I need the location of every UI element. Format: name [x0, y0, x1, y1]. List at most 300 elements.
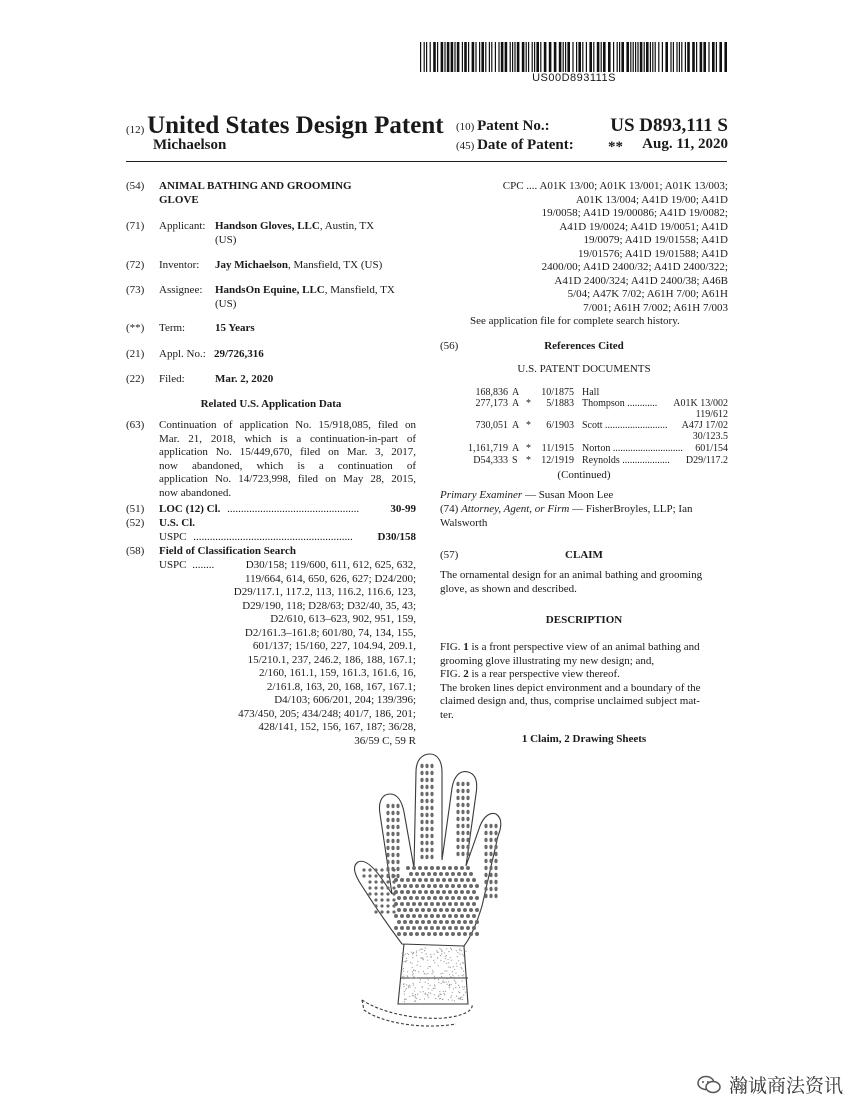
code-58: (58): [126, 545, 145, 557]
cuff-stipple: [459, 998, 460, 999]
cuff-stipple: [420, 948, 421, 949]
cuff-stipple: [415, 970, 416, 971]
glove-nub: [454, 914, 458, 918]
glove-nub: [427, 884, 431, 888]
glove-nub: [386, 839, 389, 843]
cuff-stipple: [406, 960, 407, 961]
cuff-stipple: [411, 952, 412, 953]
search-history-note: See application file for complete search history.: [470, 315, 680, 327]
cuff-stipple: [438, 995, 439, 996]
barcode-bar: [510, 42, 511, 72]
cuff-stipple: [431, 956, 432, 957]
glove-nub: [380, 892, 383, 895]
barcode-bar: [426, 42, 427, 72]
glove-nub: [461, 803, 464, 807]
cuff-stipple: [459, 992, 460, 993]
ref-number: 1,161,719: [468, 443, 508, 454]
cuff-stipple: [425, 982, 426, 983]
cuff-stipple: [412, 983, 413, 984]
term-value: 15 Years: [215, 322, 255, 334]
barcode-bar: [472, 42, 475, 72]
glove-nub: [425, 813, 428, 817]
glove-nub: [439, 920, 443, 924]
glove-nub: [396, 860, 399, 864]
cuff-stipple: [423, 958, 424, 959]
barcode-bar: [619, 42, 620, 72]
glove-nub: [427, 932, 431, 936]
cuff-stipple: [437, 951, 438, 952]
barcode-bar: [687, 42, 690, 72]
glove-nub: [403, 896, 407, 900]
glove-nub: [430, 799, 433, 803]
continuation-line: now abandoned, which is a continuation of: [159, 459, 416, 472]
glove-nub: [420, 771, 423, 775]
glove-nub: [430, 820, 433, 824]
code-73: (73): [126, 284, 145, 296]
cuff-stipple: [402, 969, 403, 970]
ref-name: Scott .........................: [582, 420, 668, 431]
glove-nub: [392, 886, 395, 889]
barcode-bar: [437, 42, 438, 72]
cuff-stipple: [456, 963, 457, 964]
glove-nub: [442, 926, 446, 930]
cuff-stipple: [464, 986, 465, 987]
cpc-line: A41D 19/0024; A41D 19/0051; A41D: [559, 220, 728, 233]
barcode-bar: [501, 42, 504, 72]
attorney: [440, 503, 728, 530]
glove-nub: [463, 884, 467, 888]
glove-nub: [469, 920, 473, 924]
barcode-bar: [549, 42, 552, 72]
glove-nub: [425, 820, 428, 824]
ref-class: D29/117.2: [685, 455, 728, 466]
glove-nub: [461, 810, 464, 814]
cpc-block: [448, 180, 728, 315]
glove-nub: [386, 825, 389, 829]
barcode: [420, 42, 728, 72]
cuff-stipple: [434, 978, 435, 979]
glove-nub: [456, 852, 459, 856]
glove-nub: [484, 852, 487, 856]
code-12: (12): [126, 124, 145, 136]
cuff-stipple: [409, 996, 410, 997]
glove-nub: [475, 908, 479, 912]
cuff-stipple: [438, 965, 439, 966]
us-cl-value: D30/158: [360, 531, 416, 545]
barcode-bar: [665, 42, 668, 72]
cuff-stipple: [427, 973, 428, 974]
glove-nub: [460, 914, 464, 918]
cuff-stipple: [444, 994, 445, 995]
ref-kind: A: [512, 398, 520, 409]
glove-nub: [386, 904, 389, 907]
cuff-stipple: [446, 970, 447, 971]
glove-nub: [466, 878, 470, 882]
cuff-stipple: [448, 966, 449, 967]
glove-nub: [386, 892, 389, 895]
barcode-number: US00D893111S: [532, 72, 616, 84]
barcode-bar: [430, 42, 431, 72]
cuff-stipple: [436, 950, 437, 951]
glove-nub: [374, 904, 377, 907]
glove-nub: [420, 827, 423, 831]
cuff-stipple: [404, 994, 405, 995]
glove-nub: [362, 874, 365, 877]
cuff-stipple: [417, 961, 418, 962]
glove-nub: [420, 785, 423, 789]
cuff-stipple: [443, 993, 444, 994]
glove-nub: [469, 884, 473, 888]
cuff-stipple: [446, 978, 447, 979]
glove-nub: [456, 824, 459, 828]
cuff-stipple: [404, 999, 405, 1000]
ref-star: *: [526, 443, 531, 454]
cuff-stipple: [428, 997, 429, 998]
glove-nub: [457, 932, 461, 936]
classification-line: 473/450, 205; 434/248; 401/7, 186, 201;: [238, 707, 416, 720]
glove-nub: [396, 818, 399, 822]
cuff-stipple: [430, 993, 431, 994]
cuff-stipple: [429, 985, 430, 986]
reference-row: [462, 443, 728, 455]
cuff-stipple: [445, 956, 446, 957]
glove-nub: [456, 803, 459, 807]
applicant-location: , Austin, TX: [319, 220, 375, 232]
glove-nub: [442, 890, 446, 894]
ref-date: 10/1875: [541, 387, 574, 398]
related-data-heading: Related U.S. Application Data: [200, 398, 342, 410]
glove-nub: [400, 914, 404, 918]
barcode-bar: [617, 42, 618, 72]
glove-nub: [386, 886, 389, 889]
patent-type-header: [126, 112, 446, 140]
cuff-stipple: [439, 948, 440, 949]
glove-nub: [448, 866, 452, 870]
glove-nub: [451, 884, 455, 888]
glove-nub: [392, 892, 395, 895]
cuff-stipple: [445, 958, 446, 959]
glove-nub: [418, 890, 422, 894]
cuff-stipple: [412, 971, 413, 972]
glove-nub: [412, 866, 416, 870]
glove-nub: [392, 868, 395, 871]
glove-nub: [368, 886, 371, 889]
glove-nub: [451, 920, 455, 924]
glove-nub: [403, 920, 407, 924]
cuff-stipple: [447, 959, 448, 960]
glove-nub: [425, 799, 428, 803]
glove-nub: [392, 910, 395, 913]
barcode-bar: [544, 42, 547, 72]
cuff-stipple: [454, 980, 455, 981]
us-cl-dots: ..........................................................: [193, 531, 353, 543]
cpc-label: CPC ....: [502, 180, 540, 192]
applicant-name: Handson Gloves, LLC: [215, 220, 320, 232]
cuff-stipple: [415, 997, 416, 998]
glove-nub: [456, 810, 459, 814]
continuation-line: application No. 15/449,670, filed on Mar. 3, 2017,: [159, 446, 416, 458]
appl-no-value: 29/726,316: [214, 348, 264, 360]
cuff-stipple: [444, 982, 445, 983]
glove-nub: [466, 926, 470, 930]
cuff-stipple: [465, 992, 466, 993]
cuff-stipple: [412, 967, 413, 968]
barcode-bar: [646, 42, 649, 72]
glove-nub: [397, 896, 401, 900]
cuff-stipple: [433, 972, 434, 973]
classification-line: 119/664, 614, 650, 626, 627; D24/200;: [244, 572, 416, 585]
glove-nub: [420, 764, 423, 768]
code-52: (52): [126, 517, 145, 529]
glove-nub: [472, 878, 476, 882]
glove-nub: [415, 932, 419, 936]
glove-nub: [475, 884, 479, 888]
glove-nub: [489, 824, 492, 828]
cuff-stipple: [420, 991, 421, 992]
glove-nub: [380, 904, 383, 907]
claim-text: [440, 569, 728, 596]
cuff-stipple: [403, 971, 404, 972]
cuff-stipple: [451, 960, 452, 961]
cuff-stipple: [462, 962, 463, 963]
glove-nub: [433, 872, 437, 876]
barcode-bar: [433, 42, 436, 72]
glove-nub: [436, 914, 440, 918]
cuff-stipple: [457, 956, 458, 957]
barcode-bar: [528, 42, 529, 72]
cuff-stipple: [460, 964, 461, 965]
glove-nub: [484, 866, 487, 870]
glove-nub: [412, 914, 416, 918]
glove-nub: [439, 884, 443, 888]
cuff-stipple: [403, 984, 404, 985]
title-line-1: ANIMAL BATHING AND GROOMING: [159, 180, 352, 192]
attorney-value-2: Walsworth: [440, 516, 488, 529]
glove-nub: [392, 904, 395, 907]
cuff-stipple: [406, 958, 407, 959]
cuff-stipple: [405, 989, 406, 990]
glove-nub: [454, 866, 458, 870]
glove-nub: [425, 848, 428, 852]
glove-nub: [396, 825, 399, 829]
glove-nub: [397, 932, 401, 936]
glove-nub: [494, 859, 497, 863]
cuff-stipple: [424, 998, 425, 999]
cuff-stipple: [454, 977, 455, 978]
glove-nub: [400, 890, 404, 894]
cuff-stipple: [415, 996, 416, 997]
glove-nub: [421, 920, 425, 924]
barcode-bar: [447, 42, 450, 72]
continuation-line: application No. 14/723,998, filed on May 28, 2015,: [159, 473, 416, 485]
cuff-stipple: [405, 953, 406, 954]
barcode-bar: [652, 42, 653, 72]
barcode-bar: [540, 42, 541, 72]
cuff-stipple: [452, 999, 453, 1000]
cuff-stipple: [430, 954, 431, 955]
attorney-label: Attorney, Agent, or Firm: [461, 503, 570, 515]
cuff-stipple: [462, 954, 463, 955]
cuff-stipple: [443, 980, 444, 981]
barcode-bar: [708, 42, 709, 72]
glove-nub: [374, 880, 377, 883]
glove-nub: [396, 874, 399, 878]
glove-nub: [494, 824, 497, 828]
glove-nub: [466, 810, 469, 814]
ref-kind: A: [512, 443, 520, 454]
cuff-stipple: [460, 997, 461, 998]
glove-nub: [425, 778, 428, 782]
date-marker: **: [608, 139, 623, 155]
classification-line: D30/158; 119/600, 611, 612, 625, 632,: [245, 559, 416, 571]
glove-nub: [489, 873, 492, 877]
description-line: FIG. 1 is a front perspective view of an animal bathing and: [440, 641, 700, 653]
classification-line: D2/610, 613–623, 902, 951, 159,: [270, 613, 416, 625]
cuff-stipple: [425, 953, 426, 954]
continuation-text: [159, 419, 416, 500]
barcode-bar: [601, 42, 602, 72]
glove-nub: [463, 872, 467, 876]
cuff-stipple: [427, 994, 428, 995]
cuff-stipple: [428, 966, 429, 967]
glove-nub: [466, 824, 469, 828]
glove-nub: [424, 902, 428, 906]
glove-nub: [396, 846, 399, 850]
glove-nub: [442, 866, 446, 870]
cuff-stipple: [416, 977, 417, 978]
cuff-stipple: [449, 984, 450, 985]
ref-class-2: 30/123.5: [692, 431, 728, 442]
cuff-stipple: [428, 992, 429, 993]
cuff-stipple: [453, 988, 454, 989]
cuff-stipple: [416, 952, 417, 953]
claim-heading: CLAIM: [565, 549, 603, 561]
glove-nub: [421, 896, 425, 900]
appl-no-label: Appl. No.:: [159, 348, 206, 360]
glove-nub: [463, 908, 467, 912]
glove-nub: [396, 804, 399, 808]
glove-nub: [445, 920, 449, 924]
barcode-bar: [626, 42, 629, 72]
barcode-bar: [586, 42, 587, 72]
glove-nub: [424, 890, 428, 894]
cuff-stipple: [403, 955, 404, 956]
patent-number-label-group: [456, 118, 550, 135]
ref-date: 11/1915: [541, 443, 574, 454]
glove-nub: [445, 932, 449, 936]
glove-nub: [489, 880, 492, 884]
glove-nub: [433, 920, 437, 924]
barcode-bar: [462, 42, 463, 72]
glove-nub: [392, 880, 395, 883]
barcode-bar: [676, 42, 677, 72]
cuff-stipple: [424, 950, 425, 951]
cuff-stipple: [458, 975, 459, 976]
barcode-bar: [572, 42, 573, 72]
ref-number: 168,836: [475, 387, 508, 398]
barcode-bar: [514, 42, 515, 72]
glove-nub: [396, 811, 399, 815]
glove-nub: [362, 868, 365, 871]
barcode-bar: [650, 42, 651, 72]
date-of-patent: Aug. 11, 2020: [642, 136, 728, 152]
glove-nub: [466, 796, 469, 800]
glove-nub: [418, 866, 422, 870]
term-label: Term:: [159, 322, 186, 334]
cuff-stipple: [461, 975, 462, 976]
glove-nub: [457, 884, 461, 888]
barcode-bar: [630, 42, 631, 72]
glove-nub: [368, 874, 371, 877]
glove-nub: [461, 845, 464, 849]
barcode-bar: [637, 42, 638, 72]
cuff-stipple: [462, 986, 463, 987]
glove-nub: [425, 792, 428, 796]
glove-nub: [456, 831, 459, 835]
ref-name: Norton ............................: [582, 443, 683, 454]
glove-nub: [380, 886, 383, 889]
continuation-line: Mar. 21, 2018, which is a continuation-in-part of: [159, 432, 416, 445]
cuff-stipple: [434, 994, 435, 995]
cuff-stipple: [450, 948, 451, 949]
glove-nub: [420, 841, 423, 845]
watermark: [697, 1071, 843, 1098]
cuff-stipple: [448, 951, 449, 952]
glove-nub: [394, 926, 398, 930]
description-line: FIG. 2 is a rear perspective view thereof.: [440, 668, 620, 680]
glove-nub: [484, 831, 487, 835]
claims-summary: 1 Claim, 2 Drawing Sheets: [521, 733, 647, 745]
classification-line: 428/141, 152, 156, 167, 187; 36/28,: [258, 721, 416, 733]
glove-nub: [461, 838, 464, 842]
glove-nub: [445, 908, 449, 912]
cuff-stipple: [444, 961, 445, 962]
glove-nub: [374, 868, 377, 871]
code-54: (54): [126, 180, 145, 192]
glove-nub: [415, 920, 419, 924]
classification-line: D2/161.3–161.8; 601/80, 74, 134, 155,: [244, 626, 416, 639]
cuff-stipple: [420, 979, 421, 980]
barcode-bar: [554, 42, 557, 72]
glove-nub: [380, 874, 383, 877]
glove-nub: [433, 932, 437, 936]
glove-nub: [461, 852, 464, 856]
cuff-stipple: [417, 994, 418, 995]
barcode-bar: [613, 42, 614, 72]
cuff-stipple: [408, 987, 409, 988]
continuation-line: Continuation of application No. 15/918,085, filed on: [159, 419, 416, 431]
cuff-stipple: [449, 985, 450, 986]
cuff-stipple: [403, 986, 404, 987]
glove-nub: [396, 853, 399, 857]
barcode-bar: [532, 42, 533, 72]
glove-nub: [433, 908, 437, 912]
barcode-bar: [481, 42, 484, 72]
glove-nub: [469, 908, 473, 912]
code-21: (21): [126, 348, 145, 360]
glove-nub: [403, 908, 407, 912]
cuff-stipple: [412, 993, 413, 994]
cuff-stipple: [415, 994, 416, 995]
barcode-bar: [679, 42, 680, 72]
glove-nub: [430, 902, 434, 906]
glove-nub: [425, 855, 428, 859]
glove-nub: [457, 908, 461, 912]
barcode-bar: [464, 42, 467, 72]
field-search-label: Field of Classification Search: [159, 545, 296, 557]
glove-nub: [445, 896, 449, 900]
cuff-stipple: [433, 954, 434, 955]
